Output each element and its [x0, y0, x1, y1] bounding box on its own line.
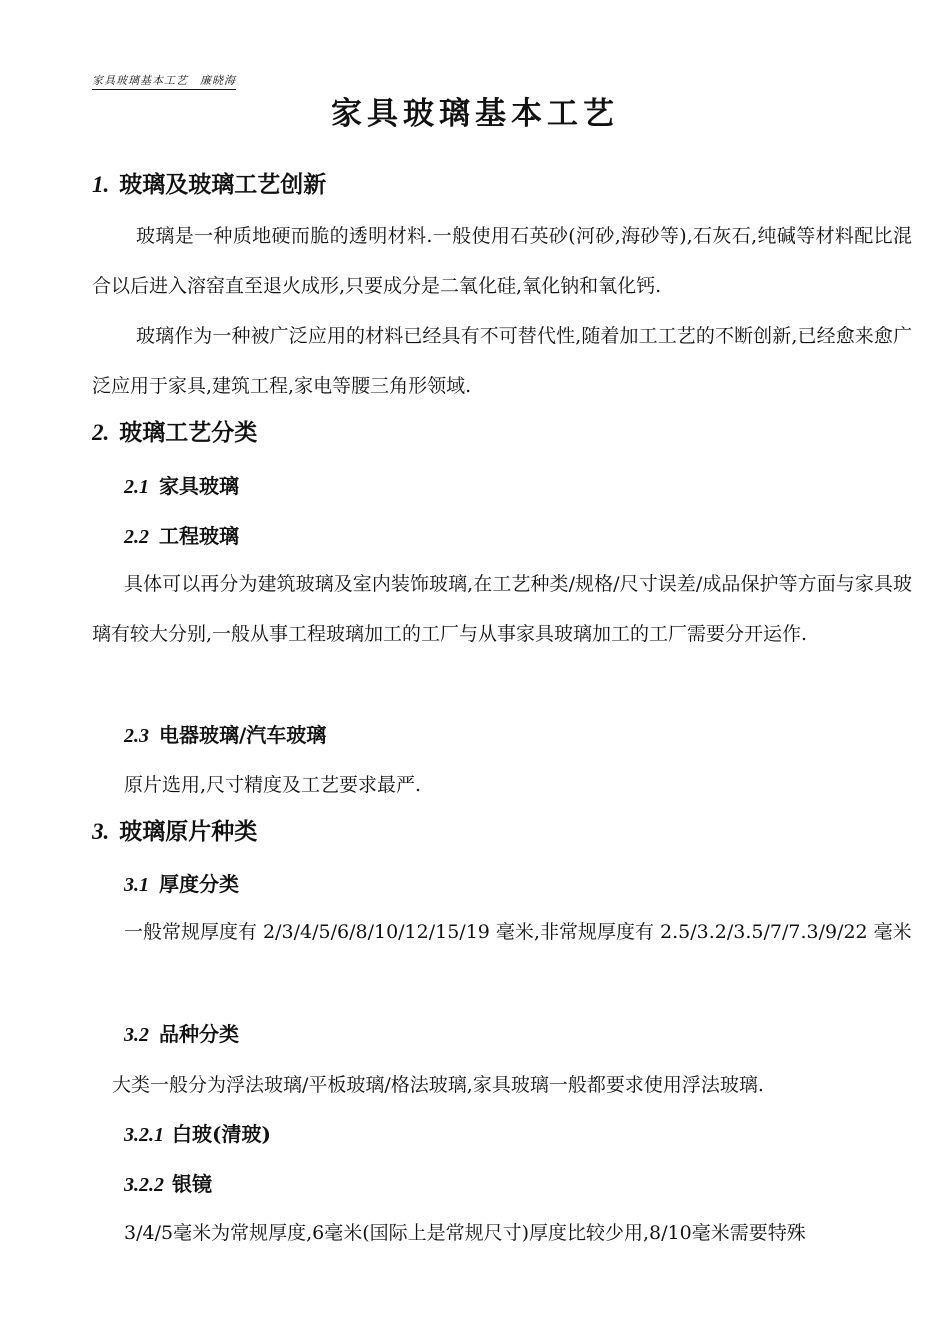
item-3-2-2-heading — [124, 1168, 212, 1197]
section-3-heading — [92, 813, 257, 846]
subsection-2-3-heading — [124, 719, 326, 748]
section-title: 玻璃及玻璃工艺创新 — [119, 171, 327, 198]
section-1-heading — [92, 166, 326, 199]
subsection-2-2-text: 具体可以再分为建筑玻璃及室内装饰玻璃,在工艺种类/规格/尺寸误差/成品保护等方面与家具玻璃有较大分别,一般从事工程玻璃加工的工厂与从事家具玻璃加工的工厂需要分开运作. — [92, 573, 912, 645]
subsection-2-1-heading — [124, 470, 239, 499]
subsection-number: 2.1 — [124, 476, 149, 498]
subsection-number: 2.2 — [124, 526, 149, 548]
section-2-heading — [92, 414, 257, 447]
item-3-2-1-heading — [124, 1118, 271, 1147]
subsection-3-2-text: 大类一般分为浮法玻璃/平板玻璃/格法玻璃,家具玻璃一般都要求使用浮法玻璃. — [112, 1074, 764, 1096]
item-title: 银镜 — [172, 1172, 212, 1196]
subsection-title: 家具玻璃 — [159, 474, 239, 498]
subsection-number: 2.3 — [124, 725, 149, 747]
subsection-title: 品种分类 — [159, 1022, 239, 1046]
item-number: 3.2.2 — [124, 1174, 164, 1196]
subsection-number: 3.1 — [124, 874, 149, 896]
subsection-2-3-text: 原片选用,尺寸精度及工艺要求最严. — [124, 774, 422, 796]
subsection-3-1-text: 一般常规厚度有 2/3/4/5/6/8/10/12/15/19 毫米,非常规厚度有 2.5/3.2/3.5/7/7.3/9/22 毫米 — [124, 921, 912, 943]
running-header: 家具玻璃基本工艺 廉晓海 — [92, 72, 236, 90]
section-1-paragraph-2: 玻璃作为一种被广泛应用的材料已经具有不可替代性,随着加工工艺的不断创新,已经愈来愈广泛应用于家具,建筑工程,家电等腰三角形领域. — [92, 325, 912, 397]
item-3-2-2-text: 3/4/5毫米为常规厚度,6毫米(国际上是常规尺寸)厚度比较少用,8/10毫米需要特殊 — [124, 1222, 806, 1244]
section-title: 玻璃原片种类 — [119, 818, 258, 845]
section-1-paragraph-1: 玻璃是一种质地硬而脆的透明材料.一般使用石英砂(河砂,海砂等),石灰石,纯碱等材料配比混合以后进入溶窑直至退火成形,只要成分是二氧化硅,氧化钠和氧化钙. — [92, 225, 912, 297]
document-title: 家具玻璃基本工艺 — [331, 96, 619, 132]
subsection-3-1-heading — [124, 868, 239, 897]
section-number: 2. — [92, 420, 110, 445]
item-title: 白玻(清玻) — [172, 1122, 271, 1146]
subsection-number: 3.2 — [124, 1024, 149, 1046]
subsection-3-2-heading — [124, 1018, 239, 1047]
subsection-title: 电器玻璃/汽车玻璃 — [159, 723, 327, 747]
section-number: 3. — [92, 819, 110, 844]
subsection-title: 厚度分类 — [159, 872, 239, 896]
section-title: 玻璃工艺分类 — [119, 419, 258, 446]
subsection-2-2-heading — [124, 520, 239, 549]
subsection-title: 工程玻璃 — [159, 524, 239, 548]
section-number: 1. — [92, 172, 110, 197]
item-number: 3.2.1 — [124, 1124, 164, 1146]
